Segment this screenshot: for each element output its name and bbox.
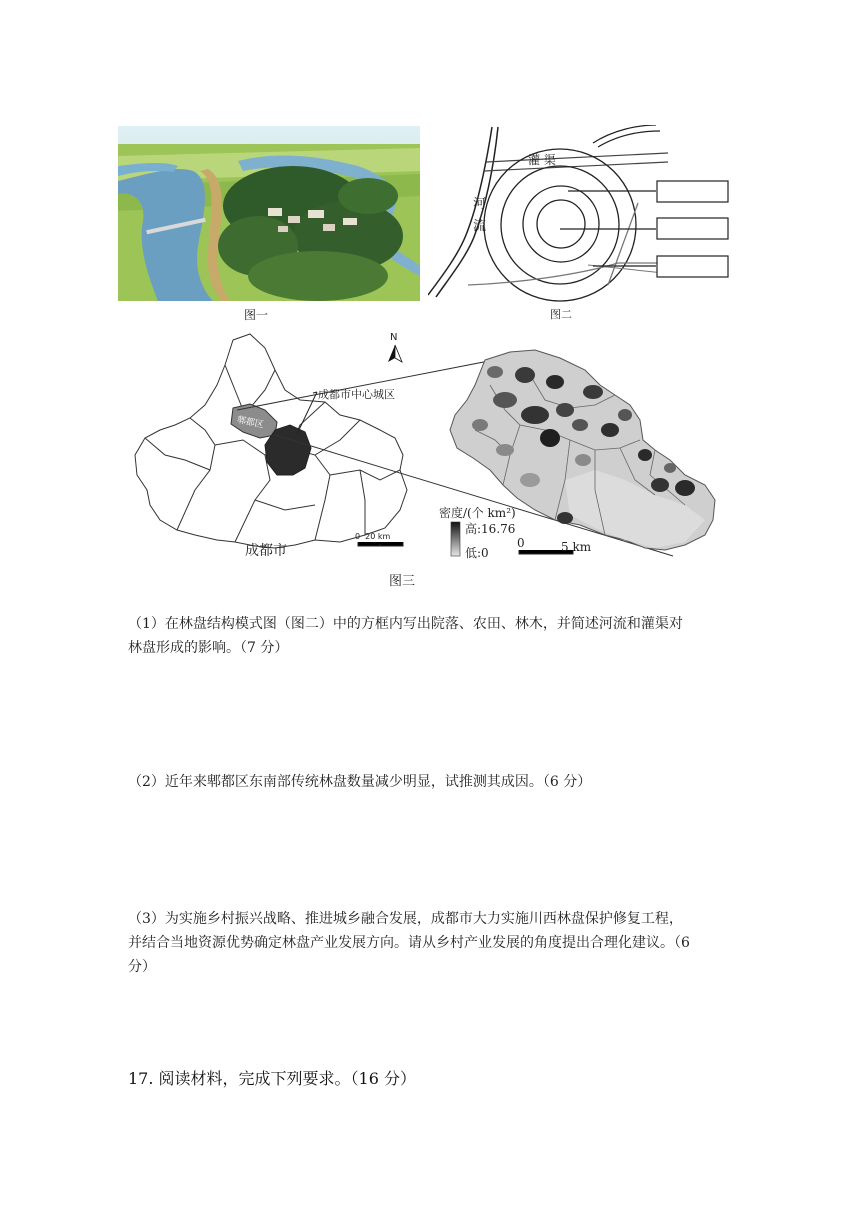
legend-high: 高:16.76 <box>465 522 516 536</box>
river-label-1: 河 <box>473 197 487 212</box>
inner-ring <box>523 186 599 262</box>
question-3-line-2: 并结合当地资源优势确定林盘产业发展方向。请从乡村产业发展的角度提出合理化建议。（6 <box>128 935 690 951</box>
figure2-caption: 图二 <box>550 308 572 321</box>
question-3-line-3: 分） <box>128 959 156 975</box>
legend-title: 密度/(个 km²) <box>439 506 516 520</box>
scale-right-label: 5 km <box>561 540 592 554</box>
north-arrow-icon <box>388 345 402 362</box>
figure1-photo <box>118 126 420 301</box>
figure3-caption: 图三 <box>389 574 416 589</box>
question-17-heading: 17. 阅读材料，完成下列要求。（16 分） <box>128 1069 416 1088</box>
figure1-caption: 图一 <box>244 308 269 322</box>
question-1-line-2: 林盘形成的影响。（7 分） <box>128 640 289 656</box>
density-legend-bar <box>451 522 460 556</box>
figure2-diagram <box>428 125 738 305</box>
scale-right-zero: 0 <box>517 536 525 550</box>
aerial-landscape-image <box>118 126 420 301</box>
question-3-line-1: （3）为实施乡村振兴战略、推进城乡融合发展，成都市大力实施川西林盘保护修复工程， <box>128 911 683 927</box>
north-label: N <box>390 332 398 343</box>
road-top-2 <box>598 131 660 147</box>
question-2: （2）近年来郫都区东南部传统林盘数量减少明显，试推测其成因。（6 分） <box>128 774 592 790</box>
scale-bar-left <box>358 542 403 546</box>
road-top <box>593 125 656 143</box>
canal-line-top <box>486 153 668 162</box>
outer-ring <box>484 149 636 301</box>
river-label-2: 流 <box>473 219 487 234</box>
city-center-label: 成都市中心城区 <box>318 388 395 401</box>
pidu-district-label: 郫都区 <box>235 415 265 431</box>
figure3-maps <box>125 330 725 565</box>
legend-low: 低:0 <box>465 546 489 560</box>
answer-box-2[interactable] <box>657 218 728 239</box>
scale-left-label: 0 20 km <box>355 532 391 541</box>
core-ring <box>537 200 585 248</box>
answer-box-3[interactable] <box>657 256 728 277</box>
answer-box-1[interactable] <box>657 181 728 202</box>
question-1-line-1: （1）在林盘结构模式图（图二）中的方框内写出院落、农田、林木，并简述河流和灌渠对 <box>128 616 683 632</box>
chengdu-city-label: 成都市 <box>245 543 287 559</box>
canal-label: 灌 渠 <box>528 153 556 167</box>
